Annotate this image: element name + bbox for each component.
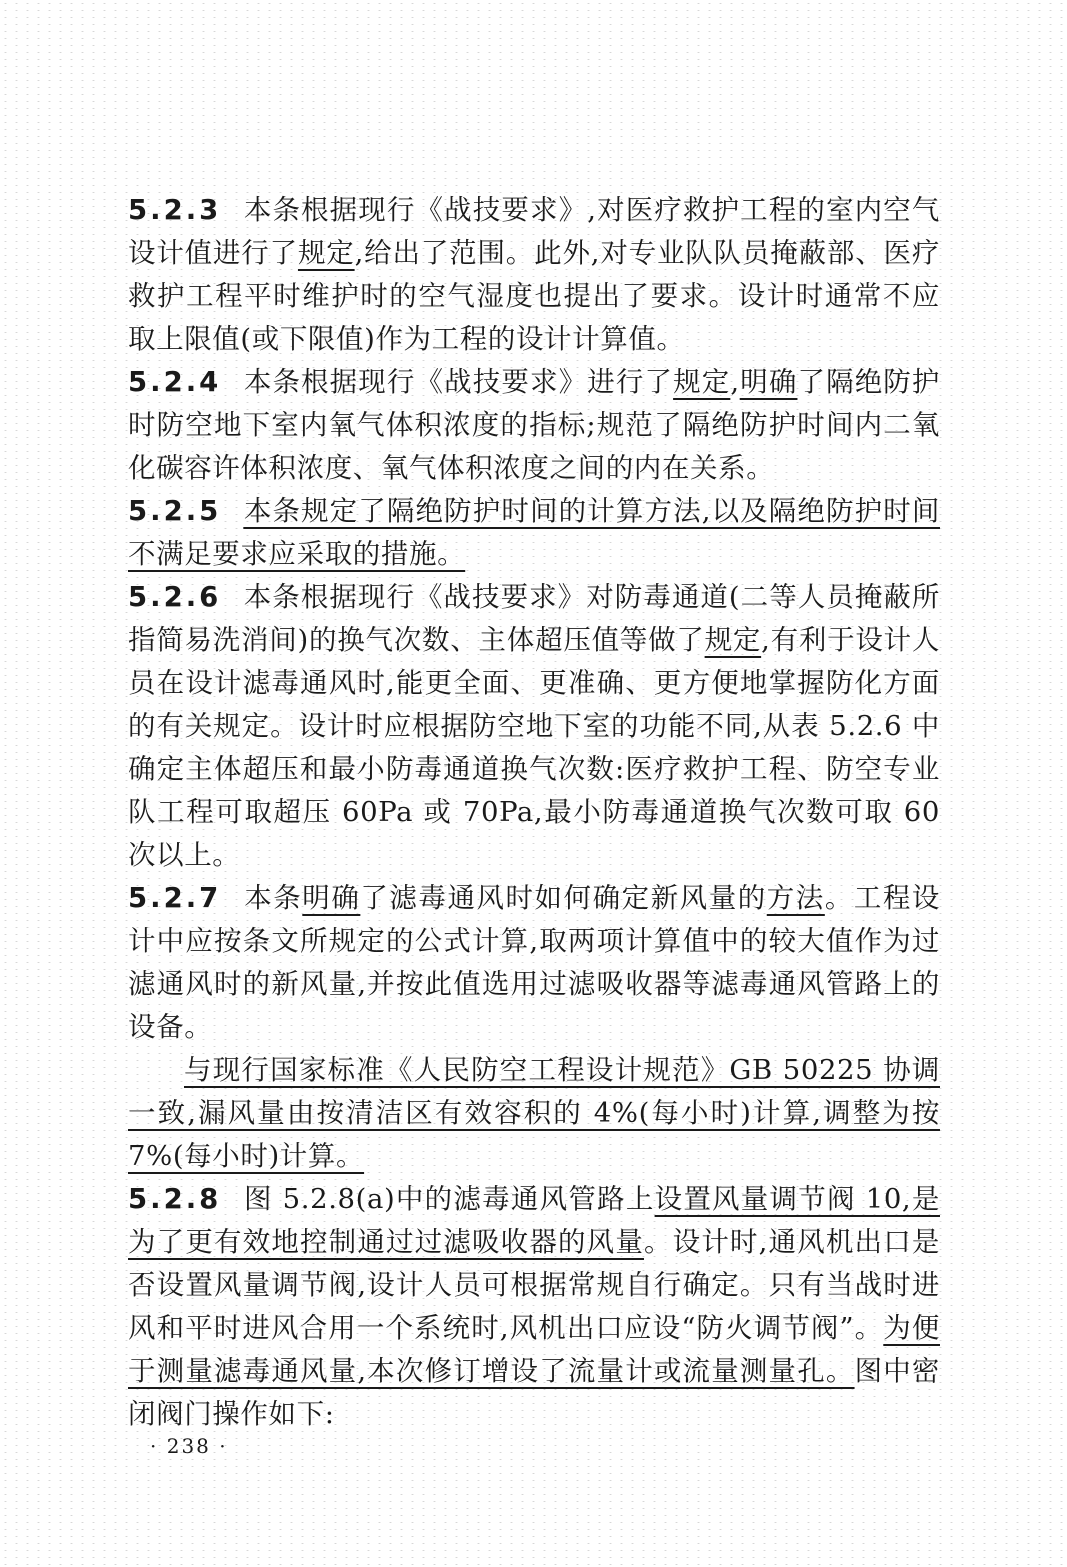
underlined-text: 方法 bbox=[766, 882, 825, 914]
page-number: · 238 · bbox=[150, 1434, 228, 1458]
underlined-text: 明确 bbox=[739, 366, 798, 398]
clause-text: 本条根据现行《战技要求》对防毒通道(二等人员掩蔽所指简易洗消间)的换气次数、主体超压值等做了 bbox=[128, 581, 940, 656]
underlined-text: 规定 bbox=[704, 624, 762, 656]
underlined-text: 为便于测量滤毒通风量,本次修订增设了流量计或流量测量孔。 bbox=[128, 1312, 940, 1387]
clause-text: 了隔绝防护时防空地下室内氧气体积浓度的指标;规范了隔绝防护时间内二氧化碳容许体积浓度、氧气体积浓度之间的内在关系。 bbox=[128, 366, 941, 484]
clause-5-2-3 bbox=[128, 189, 940, 361]
section-number: 5.2.6 bbox=[128, 581, 222, 613]
clause-5-2-5 bbox=[128, 490, 940, 576]
clause-text: , bbox=[730, 366, 740, 398]
underlined-text: 明确 bbox=[302, 882, 361, 914]
clause-text: 图 5.2.8(a)中的滤毒通风管路上 bbox=[243, 1183, 655, 1215]
clause-5-2-7 bbox=[128, 877, 940, 1049]
underlined-text: 本条规定了隔绝防护时间的计算方法,以及隔绝防护时间不满足要求应采取的措施。 bbox=[128, 495, 940, 570]
clause-text: 。工程设计中应按条文所规定的公式计算,取两项计算值中的较大值作为过滤通风时的新风量,并按此值选用过滤吸收器等滤毒通风管路上的设备。 bbox=[128, 882, 940, 1043]
section-number: 5.2.3 bbox=[128, 194, 222, 226]
clause-text: ,给出了范围。此外,对专业队队员掩蔽部、医疗救护工程平时维护时的空气湿度也提出了要求。设计时通常不应取上限值(或下限值)作为工程的设计计算值。 bbox=[128, 237, 940, 355]
clause-5-2-6 bbox=[128, 576, 940, 877]
clause-5-2-8 bbox=[128, 1178, 940, 1436]
clause-text: 本条根据现行《战技要求》,对医疗救护工程的室内空气设计值进行了 bbox=[128, 194, 940, 269]
clause-5-2-4 bbox=[128, 361, 940, 490]
document-body bbox=[128, 189, 940, 1436]
underlined-text: 与现行国家标准《人民防空工程设计规范》GB 50225 协调一致,漏风量由按清洁区有效容积的 4%(每小时)计算,调整为按 7%(每小时)计算。 bbox=[128, 1054, 940, 1172]
clause-text: 。设计时,通风机出口是否设置风量调节阀,设计人员可根据常规自行确定。只有当战时进风和平时进风合用一个系统时,风机出口应设“防火调节阀”。 bbox=[128, 1226, 940, 1344]
section-number: 5.2.7 bbox=[128, 882, 222, 914]
clause-text: 本条根据现行《战技要求》进行了 bbox=[243, 366, 674, 398]
clause-text: ,有利于设计人员在设计滤毒通风时,能更全面、更准确、更方便地掌握防化方面的有关规定。设计时应根据防空地下室的功能不同,从表 5.2.6 中确定主体超压和最小防毒通道换气次数:医疗救护工程、防空专业队工程可取超压 60Pa 或 70Pa,最小防毒通道换气次数可取 60 次以上。 bbox=[128, 624, 941, 871]
clause-5-2-7-revision-note bbox=[128, 1049, 940, 1178]
underlined-text: 规定 bbox=[673, 366, 731, 398]
underlined-text: 设置风量调节阀 10,是为了更有效地控制通过过滤吸收器的风量 bbox=[128, 1183, 940, 1258]
clause-text: 了滤毒通风时如何确定新风量的 bbox=[360, 882, 767, 914]
section-number: 5.2.5 bbox=[128, 495, 222, 527]
section-number: 5.2.4 bbox=[128, 366, 222, 398]
clause-text: 本条 bbox=[243, 882, 303, 914]
section-number: 5.2.8 bbox=[128, 1183, 222, 1215]
underlined-text: 规定 bbox=[297, 237, 355, 269]
clause-text: 图中密闭阀门操作如下: bbox=[128, 1355, 940, 1430]
